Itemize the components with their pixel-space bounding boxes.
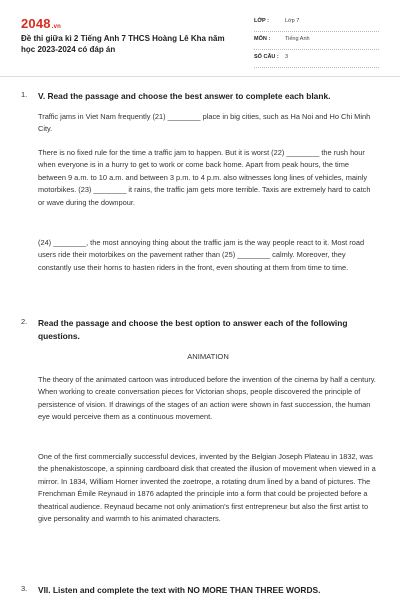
meta-label: MÔN : xyxy=(254,36,271,42)
meta-row-subject xyxy=(254,32,379,50)
passage-paragraph: One of the first commercially successful devices, invented by the Belgian Joseph Plateau in 1832, was the phenakistoscope, a spinning cardboard disk that created the illusion of movement when viewed in a mirror. In 1834, William Horner invented the zoetrope, a rotating drum lined by a band of pictures. The Frenchman Émile Reynaud in 1876 adapted the principle into a form that could be projected before a theatrical audience. Reynaud became not only animation's first entrepreneur but also the first artist to give personality and warmth to his animated characters. xyxy=(38,452,376,524)
site-logo[interactable] xyxy=(21,16,61,31)
meta-label: SỐ CÂU : xyxy=(254,54,279,60)
logo-suffix: .vn xyxy=(51,24,62,30)
meta-row-class xyxy=(254,14,379,32)
question-title: V. Read the passage and choose the best answer to complete each blank. xyxy=(38,91,331,101)
exam-meta xyxy=(254,14,379,68)
meta-value: 3 xyxy=(285,54,289,60)
header-divider xyxy=(0,76,400,77)
passage-title: ANIMATION xyxy=(187,352,229,361)
meta-label: LỚP : xyxy=(254,18,269,24)
passage-paragraph: The theory of the animated cartoon was introduced before the invention of the cinema by half a century. When working to create conversation pieces for Victorian shops, people discovered the principle of persistence of vision. If drawings of the stages of an action were shown in fast succession, the human eye would perceive them as a continuous movement. xyxy=(38,375,376,422)
passage-paragraph: There is no fixed rule for the time a traffic jam to happen. But it is worst (22) ________ the rush hour when everyone is in a hurry to get to work or come back home. Apart from peak hours, the time between 9 a.m. to 10 a.m. and between 3 p.m. to 4 p.m. also witnesses long lines of vehicles, mainly motorbikes. (23) ________ it rains, the traffic jam gets more terrible. Taxis are extremely hard to catch or wave during the downpour. xyxy=(38,148,371,207)
question-number: 2. xyxy=(21,317,28,326)
logo-text: 2048 xyxy=(21,16,51,31)
document-title: Đề thi giữa kì 2 Tiếng Anh 7 THCS Hoàng Lê Kha năm học 2023-2024 có đáp án xyxy=(21,34,225,54)
question-number: 1. xyxy=(21,90,28,99)
question-title: VII. Listen and complete the text with NO MORE THAN THREE WORDS. xyxy=(38,585,321,595)
meta-value: Tiếng Anh xyxy=(285,36,310,42)
document-header xyxy=(0,0,400,68)
passage-paragraph: Traffic jams in Viet Nam frequently (21) ________ place in big cities, such as Ha Noi and Ho Chi Minh City. xyxy=(38,112,371,134)
question-title: Read the passage and choose the best option to answer each of the following questions. xyxy=(38,318,348,341)
question-number: 3. xyxy=(21,584,28,593)
meta-row-question-count xyxy=(254,50,379,68)
meta-value: Lớp 7 xyxy=(285,18,300,24)
passage-paragraph: (24) ________, the most annoying thing about the traffic jam is the way people react to it. Most road users ride their motorbikes on the pavement rather than (25) ________ calmly. Moreover, they constantly use their horns to hasten riders in the front, even shouting at them from time to time. xyxy=(38,238,365,272)
